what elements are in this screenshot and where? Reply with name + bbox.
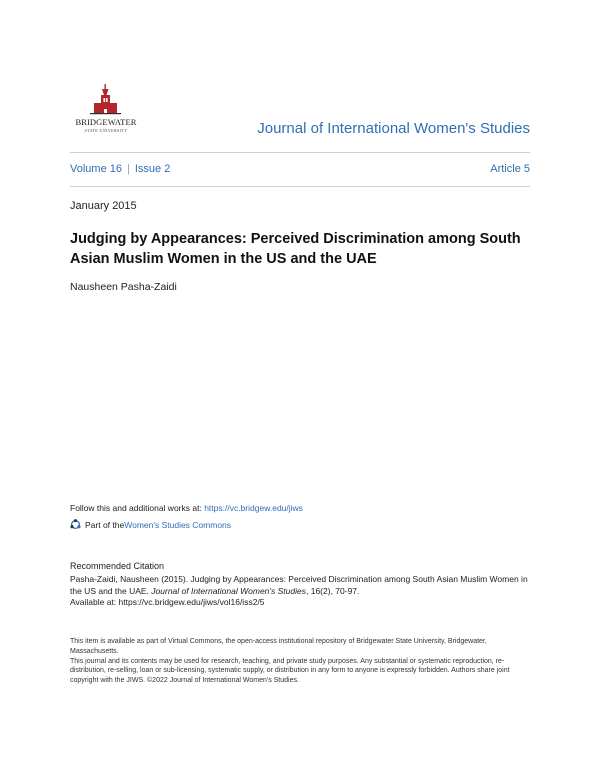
publication-date: January 2015 [70, 200, 137, 212]
follow-text: Follow this and additional works at: [70, 503, 205, 513]
article-title: Judging by Appearances: Perceived Discrimination among South Asian Muslim Women in the US and the UAE [70, 231, 521, 267]
citation-heading: Recommended Citation [70, 561, 165, 571]
citation-body [70, 574, 540, 609]
meta-divider [70, 186, 530, 187]
volume-link[interactable]: Volume 16 [70, 163, 122, 175]
author-name: Nausheen Pasha-Zaidi [70, 281, 177, 293]
citation-journal: Journal of International Women's Studies [151, 585, 306, 596]
citation-url: Available at: https://vc.bridgew.edu/jiws/vol16/iss2/5 [70, 597, 265, 607]
issue-link[interactable]: Issue 2 [134, 163, 171, 175]
logo-wordmark: BRIDGEWATER [75, 117, 137, 127]
citation-volume: , 16(2), 70-97. [306, 585, 360, 596]
notice-copyright: This journal and its contents may be used for research, teaching, and private study purposes. Any substantial or systematic reproduction, re-distribution, re-selling, loan or sub-licensing, systematic supply, or distribution in any form to anyone is expressly forbidden. Authors share joint copyright with the JIWS. ©2022 Journal of International Women's Studies. [70, 657, 510, 685]
logo-subtitle: STATE UNIVERSITY [84, 128, 128, 133]
commons-network-icon [70, 519, 81, 530]
issue-info-row [70, 163, 530, 175]
separator: | [126, 163, 130, 175]
repository-link[interactable]: https://vc.bridgew.edu/jiws [204, 503, 303, 513]
womens-studies-commons-link[interactable]: Women's Studies Commons [124, 519, 232, 530]
university-logo[interactable] [70, 84, 142, 136]
article-link[interactable]: Article 5 [490, 163, 530, 175]
bell-tower-icon [70, 84, 142, 118]
notice-repository: This item is available as part of Virtual Commons, the open-access institutional repository of Bridgewater State University, Bridgewater, Massachusetts. [70, 638, 487, 655]
rights-notice [70, 637, 535, 686]
citation-text: Pasha-Zaidi, Nausheen (2015). Judging by Appearances: Perceived Discrimination among South Asian Muslim Women in the US and the UAE. [70, 574, 528, 596]
part-of-line [70, 519, 231, 530]
follow-line [70, 503, 303, 513]
part-of-prefix: Part of the [85, 519, 125, 530]
journal-title-link[interactable]: Journal of International Women's Studies [257, 120, 530, 137]
header-divider [70, 152, 530, 153]
